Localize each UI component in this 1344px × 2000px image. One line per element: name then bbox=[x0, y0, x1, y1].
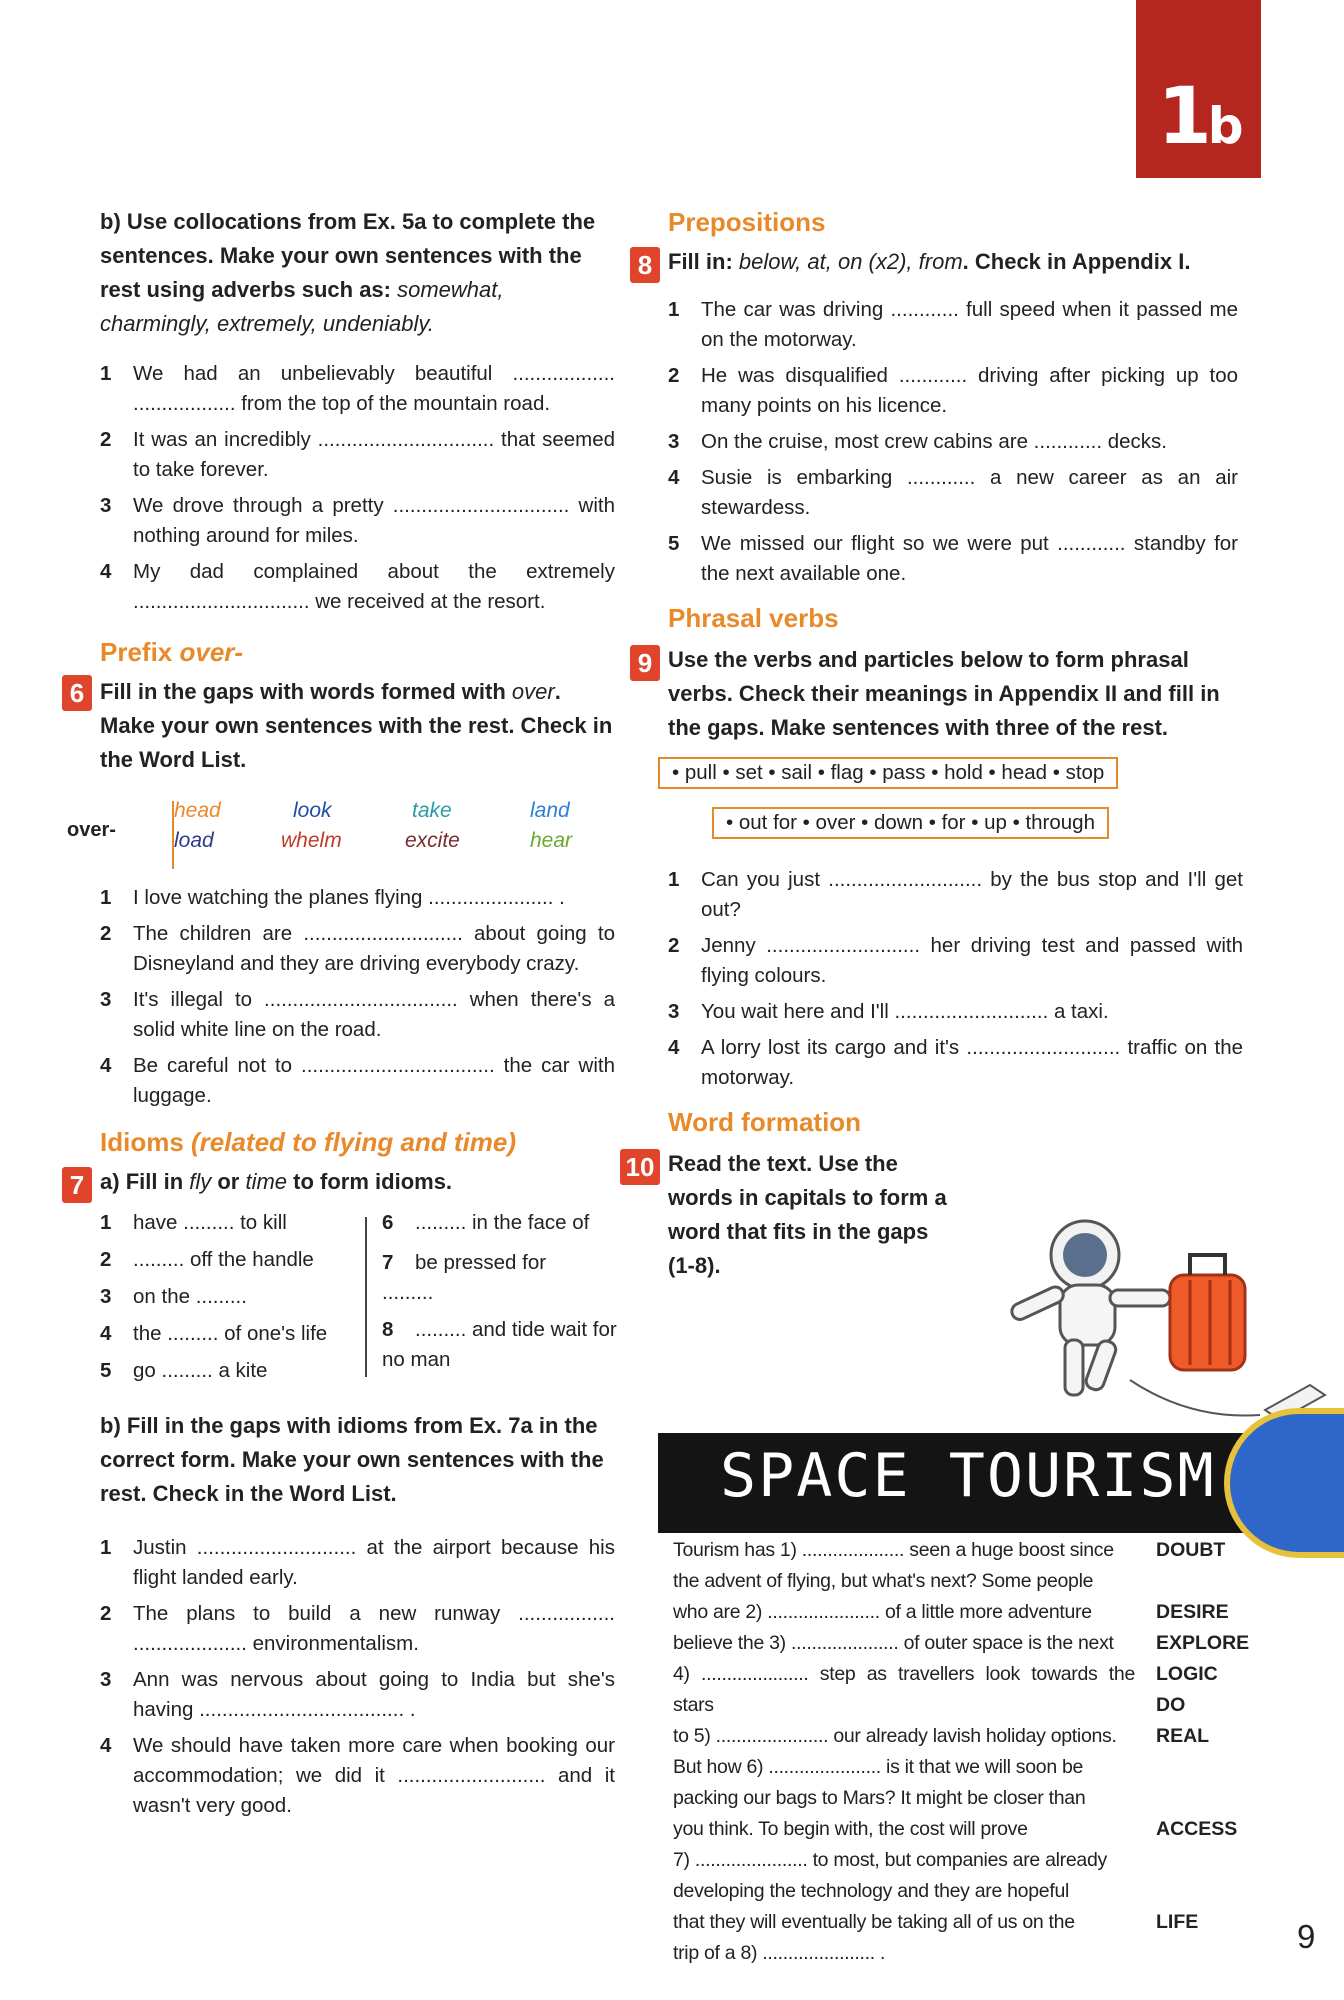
ex6-list bbox=[100, 883, 615, 1111]
item-number: 1 bbox=[668, 868, 680, 891]
text-line: believe the 3) ..................... of outer space is the next bbox=[673, 1632, 1114, 1654]
capital-word bbox=[1156, 1566, 1249, 1597]
word-whelm: whelm bbox=[281, 829, 342, 852]
capital-word bbox=[1156, 1845, 1249, 1876]
list-item bbox=[668, 931, 1243, 991]
item-text: Justin ............................ at the airport because his flight landed early. bbox=[133, 1536, 615, 1589]
list-item bbox=[668, 463, 1238, 523]
word-excite: excite bbox=[405, 829, 460, 852]
capital-word: ACCESS bbox=[1156, 1818, 1238, 1840]
prefix-word-grid bbox=[67, 797, 615, 879]
list-item bbox=[100, 1731, 615, 1821]
ex5b-instruction: b) Use collocations from Ex. 5a to complete the sentences. Make your own sentences with the rest using adverbs such as: somewhat, charmingly, extremely, undeniably. bbox=[100, 209, 596, 336]
ex9-instruction: Use the verbs and particles below to form phrasal verbs. Check their meanings in Appendix II and fill in the gaps. Make sentences with three of the rest. bbox=[668, 647, 1220, 740]
text-line: 7) ...................... to most, but companies are already bbox=[673, 1849, 1107, 1871]
ex9-block bbox=[637, 643, 1243, 745]
item-number: 1 bbox=[100, 1536, 112, 1559]
text-line: that they will eventually be taking all of us on the bbox=[673, 1911, 1075, 1933]
ex8-list bbox=[668, 295, 1238, 589]
idiom-item-4: 4 the ......... of one's life bbox=[100, 1322, 328, 1345]
list-item bbox=[100, 1533, 615, 1593]
text-line: the advent of flying, but what's next? Some people bbox=[673, 1570, 1094, 1592]
text-line: But how 6) ...................... is it that we will soon be bbox=[673, 1756, 1084, 1778]
word-load: load bbox=[174, 829, 214, 852]
item-number: 4 bbox=[668, 1036, 680, 1059]
exercise-number-10: 10 bbox=[620, 1149, 660, 1185]
capital-word bbox=[1156, 1752, 1249, 1783]
word-head: head bbox=[174, 799, 221, 822]
item-text: We had an unbelievably beautiful .................. .................. from the top of the mountain road. bbox=[133, 362, 615, 415]
list-item bbox=[100, 919, 615, 979]
item-text: He was disqualified ............ driving after picking up too many points on his licence. bbox=[701, 364, 1238, 417]
ex6-instruction: Fill in the gaps with words formed with over. Make your own sentences with the rest. Check in the Word List. bbox=[100, 679, 613, 772]
exercise-number-7: 7 bbox=[62, 1167, 92, 1203]
particles-box: • out for • over • down • for • up • through bbox=[712, 807, 1109, 839]
prepositions-section-title: Prepositions bbox=[668, 207, 826, 237]
item-text: The car was driving ............ full speed when it passed me on the motorway. bbox=[701, 298, 1238, 351]
exercise-number-8: 8 bbox=[630, 247, 660, 283]
item-number: 4 bbox=[100, 1734, 112, 1757]
ex7b-list bbox=[100, 1533, 615, 1821]
ex9-list bbox=[668, 865, 1243, 1093]
capital-word: EXPLORE bbox=[1156, 1632, 1250, 1654]
list-item bbox=[668, 997, 1243, 1027]
right-column bbox=[625, 205, 1243, 1283]
divider bbox=[365, 1217, 367, 1377]
list-item bbox=[668, 1033, 1243, 1093]
item-text: Susie is embarking ............ a new career as an air stewardess. bbox=[701, 466, 1238, 519]
capital-word: LIFE bbox=[1156, 1911, 1199, 1933]
list-item bbox=[668, 361, 1238, 421]
text-line: trip of a 8) ...................... . bbox=[673, 1942, 886, 1964]
item-number: 3 bbox=[100, 1668, 112, 1691]
prefix-section-title: Prefix over- bbox=[100, 637, 244, 667]
item-text: Jenny ........................... her driving test and passed with flying colours. bbox=[701, 934, 1243, 987]
item-number: 3 bbox=[668, 1000, 680, 1023]
ex7a-block bbox=[69, 1165, 615, 1200]
idiom-item-8: 8 ......... and tide wait for no man bbox=[382, 1318, 617, 1371]
idiom-item-3: 3 on the ......... bbox=[100, 1285, 247, 1308]
text-line: packing our bags to Mars? It might be closer than bbox=[673, 1787, 1086, 1809]
item-text: Be careful not to .................................. the car with luggage. bbox=[133, 1054, 615, 1107]
capital-word bbox=[1156, 1783, 1249, 1814]
text-line: you think. To begin with, the cost will prove bbox=[673, 1818, 1028, 1840]
item-number: 1 bbox=[668, 298, 680, 321]
list-item bbox=[100, 1599, 615, 1659]
capital-word: REAL bbox=[1156, 1725, 1210, 1747]
item-text: The plans to build a new runway ................. .................... environmentalism. bbox=[133, 1602, 615, 1655]
list-item bbox=[100, 1051, 615, 1111]
unit-number: 1b bbox=[1157, 72, 1240, 162]
word-take: take bbox=[412, 799, 452, 822]
list-item bbox=[100, 359, 615, 419]
ex10-instruction: Read the text. Use the words in capitals to form a word that fits in the gaps (1-8). bbox=[668, 1151, 947, 1278]
item-text: I love watching the planes flying ...................... . bbox=[133, 886, 565, 909]
capital-words-column bbox=[1156, 1535, 1249, 1938]
item-text: It was an incredibly ............................... that seemed to take forever. bbox=[133, 428, 615, 481]
space-tourism-text bbox=[673, 1535, 1135, 1969]
text-line: to 5) ...................... our already lavish holiday options. bbox=[673, 1725, 1117, 1747]
item-text: My dad complained about the extremely ............................... we received at the resort. bbox=[133, 560, 615, 613]
capital-word: DESIRE bbox=[1156, 1601, 1229, 1623]
item-number: 2 bbox=[100, 428, 112, 451]
phrasal-verbs-section-title: Phrasal verbs bbox=[668, 603, 839, 633]
list-item bbox=[100, 985, 615, 1045]
item-number: 3 bbox=[668, 430, 680, 453]
idiom-item-1: 1 have ......... to kill bbox=[100, 1211, 287, 1234]
item-number: 1 bbox=[100, 886, 112, 909]
item-number: 3 bbox=[100, 988, 112, 1011]
idiom-item-6: 6 ......... in the face of bbox=[382, 1211, 590, 1234]
left-column bbox=[67, 205, 617, 1827]
page-number: 9 bbox=[1297, 1918, 1316, 1955]
text-line: 4) ..................... step as travellers look towards the stars bbox=[673, 1663, 1135, 1716]
space-tourism-banner bbox=[658, 1433, 1344, 1533]
ex8-block bbox=[637, 245, 1243, 280]
item-number: 4 bbox=[668, 466, 680, 489]
item-text: Ann was nervous about going to India but she's having .................................... . bbox=[133, 1668, 615, 1721]
word-land: land bbox=[530, 799, 570, 822]
item-text: We drove through a pretty ............................... with nothing around for miles. bbox=[133, 494, 615, 547]
exercise-number-6: 6 bbox=[62, 675, 92, 711]
item-text: A lorry lost its cargo and it's ........................... traffic on the motorway. bbox=[701, 1036, 1243, 1089]
item-text: On the cruise, most crew cabins are ............ decks. bbox=[701, 430, 1167, 453]
item-number: 3 bbox=[100, 494, 112, 517]
word-boxes bbox=[668, 757, 1243, 865]
item-text: We missed our flight so we were put ............ standby for the next available one. bbox=[701, 532, 1238, 585]
item-number: 4 bbox=[100, 560, 112, 583]
idioms-section-title: Idioms (related to flying and time) bbox=[100, 1127, 517, 1157]
item-text: We should have taken more care when booking our accommodation; we did it .......................... and it wasn't very good. bbox=[133, 1734, 615, 1817]
word-formation-section-title: Word formation bbox=[668, 1107, 862, 1137]
prefix-label: over- bbox=[67, 819, 116, 841]
adverb-examples: somewhat, charmingly, extremely, undeniably. bbox=[100, 277, 504, 336]
item-number: 2 bbox=[100, 922, 112, 945]
ex10-block bbox=[625, 1147, 958, 1283]
item-number: 2 bbox=[668, 934, 680, 957]
list-item bbox=[668, 295, 1238, 355]
list-item bbox=[100, 557, 615, 617]
item-number: 4 bbox=[100, 1054, 112, 1077]
item-text: The children are ............................ about going to Disneyland and they are driving everybody crazy. bbox=[133, 922, 615, 975]
verbs-box: • pull • set • sail • flag • pass • hold • head • stop bbox=[658, 757, 1118, 789]
list-item bbox=[100, 1665, 615, 1725]
item-text: You wait here and I'll ........................... a taxi. bbox=[701, 1000, 1109, 1023]
list-item bbox=[100, 883, 615, 913]
ex6-block bbox=[69, 675, 615, 777]
capital-word bbox=[1156, 1876, 1249, 1907]
capital-word: DO bbox=[1156, 1694, 1186, 1716]
list-item bbox=[668, 427, 1238, 457]
ex5b-list bbox=[100, 359, 615, 617]
word-look: look bbox=[293, 799, 332, 822]
list-item bbox=[668, 529, 1238, 589]
exercise-number-9: 9 bbox=[630, 645, 660, 681]
list-item bbox=[100, 491, 615, 551]
item-text: Can you just ........................... by the bus stop and I'll get out? bbox=[701, 868, 1243, 921]
ex7a-instruction: a) Fill in fly or time to form idioms. bbox=[100, 1169, 453, 1194]
astronaut-illustration bbox=[1010, 1210, 1340, 1430]
word-hear: hear bbox=[530, 829, 573, 852]
text-line: Tourism has 1) .................... seen a huge boost since bbox=[673, 1539, 1114, 1561]
list-item bbox=[668, 865, 1243, 925]
text-line: who are 2) ...................... of a little more adventure bbox=[673, 1601, 1092, 1623]
capital-word: LOGIC bbox=[1156, 1663, 1218, 1685]
text-line: developing the technology and they are hopeful bbox=[673, 1880, 1070, 1902]
idiom-item-5: 5 go ......... a kite bbox=[100, 1359, 268, 1382]
idioms-list bbox=[100, 1211, 615, 1381]
unit-tab bbox=[1136, 0, 1261, 178]
capital-word: DOUBT bbox=[1156, 1539, 1226, 1561]
banner-title: SPACE TOURISM bbox=[720, 1441, 1216, 1511]
item-number: 5 bbox=[668, 532, 680, 555]
list-item bbox=[100, 425, 615, 485]
idiom-item-7: 7 be pressed for ......... bbox=[382, 1251, 547, 1304]
item-text: It's illegal to .................................. when there's a solid white line on the road. bbox=[133, 988, 615, 1041]
item-number: 1 bbox=[100, 362, 112, 385]
ex7b-instruction: b) Fill in the gaps with idioms from Ex. 7a in the correct form. Make your own sentences with the rest. Check in the Word List. bbox=[100, 1413, 604, 1506]
ex8-instruction: Fill in: below, at, on (x2), from. Check in Appendix I. bbox=[668, 249, 1191, 274]
item-number: 2 bbox=[668, 364, 680, 387]
idiom-item-2: 2 ......... off the handle bbox=[100, 1248, 314, 1271]
item-number: 2 bbox=[100, 1602, 112, 1625]
